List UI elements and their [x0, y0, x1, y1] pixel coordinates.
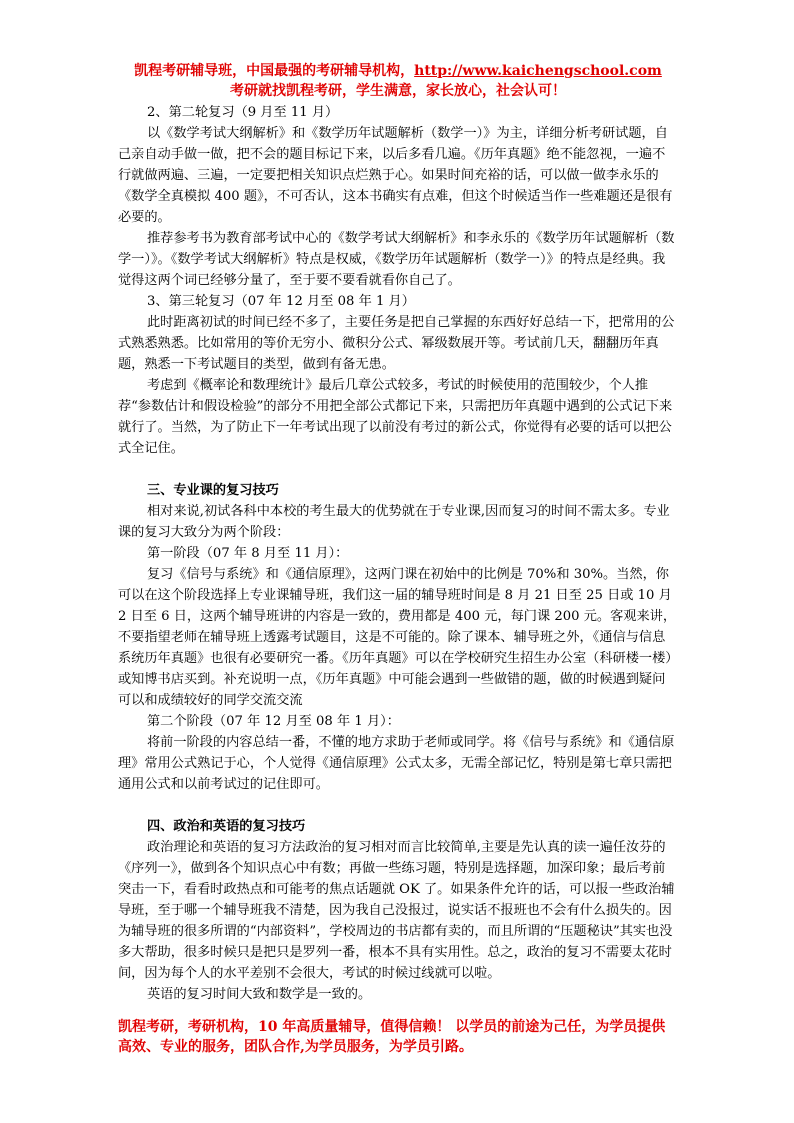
paragraph: 2、第二轮复习（9 月至 11 月）: [147, 105, 339, 120]
paragraph: 推荐参考书为教育部考试中心的《数学考试大纲解析》和李永乐的《数学历年试题解析（数学一）》。《数学考试大纲解析》特点是权威，《数学历年试题解析（数学一）》的特点是经典。我觉得这两个词已经够分量了，至于要不要看就看你自己了。: [118, 231, 675, 288]
header-line-1: [118, 61, 678, 81]
header-line-2: 考研就找凯程考研，学生满意，家长放心，社会认可！: [230, 83, 566, 99]
section-heading-3: 三、专业课的复习技巧: [147, 483, 279, 498]
document-body: [118, 102, 678, 1005]
paragraph: 复习《信号与系统》和《通信原理》，这两门课在初始中的比例是 70%和 30%。当然，你可以在这个阶段选择上专业课辅导班，我们这一届的辅导班时间是 8 月 21 日至 25 日或 10 月 2 日至 6 日，这两个辅导班讲的内容是一致的，费用都是 400 元，每门课 200 元。客观来讲，不要指望老师在辅导班上透露考试题目，这是不可能的。除了课本、辅导班之外，《通信与信息系统历年真题》也很有必要研究一番。《历年真题》可以在学校研究生招生办公室（科研楼一楼）或知博书店买到。补充说明一点，《历年真题》中可能会遇到一些做错的题，做的时候遇到疑问可以和成绩较好的同学交流交流: [118, 567, 677, 708]
section-heading-4: 四、政治和英语的复习技巧: [147, 819, 306, 834]
paragraph: 英语的复习时间大致和数学是一致的。: [147, 987, 372, 1002]
paragraph: 以《数学考试大纲解析》和《数学历年试题解析（数学一）》为主，详细分析考研试题，自己亲自动手做一做，把不会的题目标记下来，以后多看几遍。《历年真题》绝不能忽视，一遍不行就做两遍、三遍，一定要把相关知识点烂熟于心。如果时间充裕的话，可以做一做李永乐的《数学全真模拟 400 题》，不可否认，这本书确实有点难，但这个时候适当作一些难题还是很有必要的。: [118, 126, 673, 225]
paragraph: 此时距离初试的时间已经不多了，主要任务是把自己掌握的东西好好总结一下，把常用的公式熟悉熟悉。比如常用的等价无穷小、微积分公式、幂级数展开等。考试前几天，翻翻历年真题，熟悉一下考试题目的类型，做到有备无患。: [118, 315, 675, 372]
paragraph: 相对来说,初试各科中本校的考生最大的优势就在于专业课,因而复习的时间不需太多。专业课的复习大致分为两个阶段：: [118, 504, 670, 540]
paragraph: 政治理论和英语的复习方法政治的复习相对而言比较简单,主要是先认真的读一遍任汝芬的《序列一》，做到各个知识点心中有数；再做一些练习题，特别是选择题，加深印象；最后考前突击一下，看看时政热点和可能考的焦点话题就 OK 了。如果条件允许的话，可以报一些政治辅导班，至于哪一个辅导班我不清楚，因为我自己没报过，说实话不报班也不会有什么损失的。因为辅导班的很多所谓的“内部资料”，学校周边的书店都有卖的，而且所谓的“压题秘诀”其实也没多大帮助，很多时候只是把只是罗列一番，根本不具有实用性。总之，政治的复习不需要太花时间，因为每个人的水平差别不会很大，考试的时候过线就可以啦。: [118, 840, 675, 981]
header-slogan: 凯程考研辅导班，中国最强的考研辅导机构，: [134, 63, 415, 79]
header-url-link[interactable]: http://www.kaichengschool.com: [414, 63, 662, 79]
footer-slogan: 凯程考研，考研机构，10 年高质量辅导，值得信赖！ 以学员的前途为己任，为学员提供高效、专业的服务，团队合作,为学员服务，为学员引路。: [118, 1019, 666, 1055]
paragraph: 3、第三轮复习（07 年 12 月至 08 年 1 月）: [147, 294, 415, 309]
paragraph: 第一阶段（07 年 8 月至 11 月）：: [147, 546, 349, 561]
paragraph: 考虑到《概率论和数理统计》最后几章公式较多，考试的时候使用的范围较少，个人推荐“参数估计和假设检验”的部分不用把全部公式都记下来，只需把历年真题中遇到的公式记下来就行了。当然，为了防止下一年考试出现了以前没有考过的新公式，你觉得有必要的话可以把公式全记住。: [118, 378, 673, 456]
paragraph: 第二个阶段（07 年 12 月至 08 年 1 月）：: [147, 714, 400, 729]
paragraph: 将前一阶段的内容总结一番，不懂的地方求助于老师或同学。将《信号与系统》和《通信原理》常用公式熟记于心，个人觉得《通信原理》公式太多，无需全部记忆，特别是第七章只需把通用公式和以前考试过的记住即可。: [118, 735, 675, 792]
